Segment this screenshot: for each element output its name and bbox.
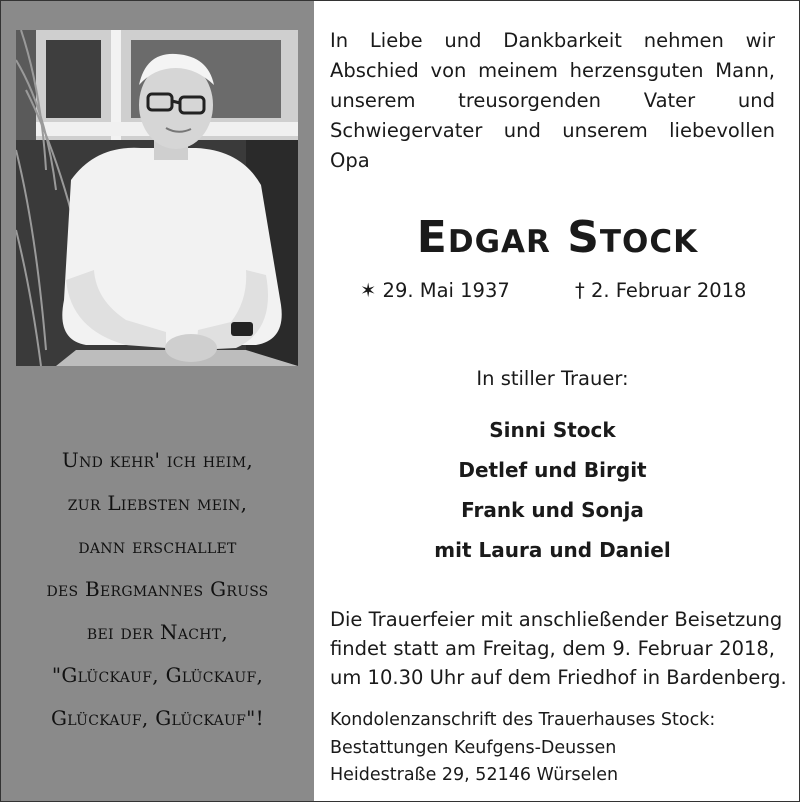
portrait-photo [16,30,298,366]
intro-line: Abschied von meinem herzensguten Mann, [330,59,775,82]
birth-date: ✶ 29. Mai 1937 [360,279,510,302]
intro-line: In Liebe und Dankbarkeit nehmen wir [330,29,775,52]
mourner-name: Sinni Stock [489,418,616,442]
poem-line: dann erschallet [78,534,237,558]
mourning-label: In stiller Trauer: [476,367,629,390]
poem-line: Und kehr' ich heim, [61,448,254,472]
condolence-line: Bestattungen Keufgens-Deussen [330,737,617,758]
poem-line: zur Liebsten mein, [67,491,248,515]
condolence-line: Kondolenzanschrift des Trauerhauses Stock: [330,710,716,730]
mourner-name: Detlef und Birgit [458,458,647,482]
condolence-line: Heidestraße 29, 52146 Würselen [330,765,619,785]
deceased-name: Edgar Stock [416,212,699,263]
poem-line: Glückauf, Glückauf"! [50,706,265,730]
poem-line: bei der Nacht, [86,620,229,644]
ceremony-line: um 10.30 Uhr auf dem Friedhof in Bardenberg. [330,666,787,689]
mourner-name: mit Laura und Daniel [434,538,671,562]
mourner-name: Frank und Sonja [461,498,644,522]
ceremony-line: findet statt am Freitag, dem 9. Februar 2018, [330,637,775,660]
intro-line: unserem treusorgenden Vater und [330,89,775,112]
condolence-address [330,707,775,790]
poem-line: des Bergmannes Gruß [46,577,269,601]
mourners-list [330,410,775,570]
intro-line: Schwiegervater und unserem liebevollen Opa [330,119,775,172]
poem [1,439,314,740]
left-panel [1,1,314,801]
poem-line: "Glückauf, Glückauf, [51,663,264,687]
intro-text [330,26,775,176]
ceremony-info [330,605,787,692]
ceremony-line: Die Trauerfeier mit anschließender Beisetzung [330,608,783,631]
death-date: † 2. Februar 2018 [575,279,747,302]
